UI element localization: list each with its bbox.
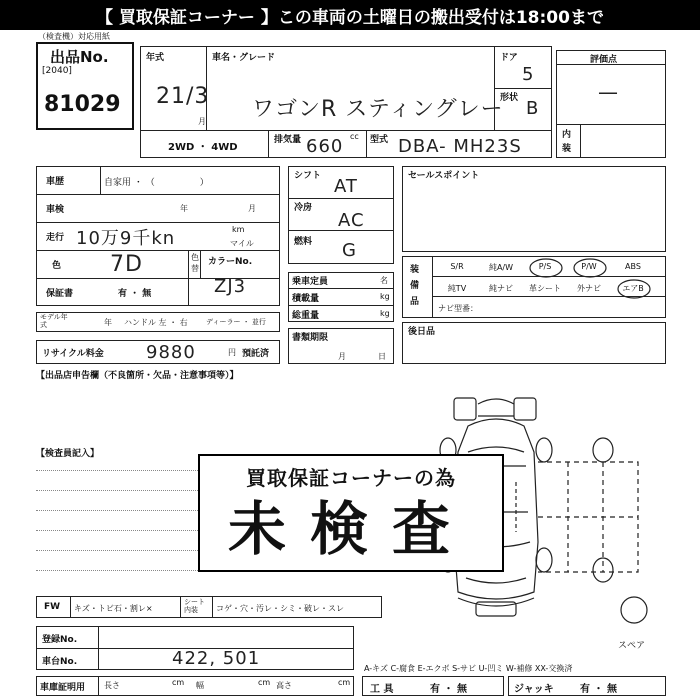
model-year-label: モデル年式: [40, 313, 68, 329]
deadline-month-unit: 月: [338, 352, 346, 361]
model-value: ワゴンR スティングレー: [252, 97, 504, 122]
mileage-unit-mile: マイル: [230, 239, 254, 248]
equipment-aw: 純A/W: [488, 263, 514, 272]
lot-label: 出品No.: [50, 48, 109, 66]
capacity-label-1: 積載量: [292, 294, 320, 304]
history-label: 車歴: [46, 177, 65, 187]
capacity-label-0: 乗車定員: [292, 277, 329, 287]
fuel-label: 燃料: [294, 237, 313, 247]
certificate-width-unit: cm: [258, 678, 271, 687]
shift-value: AT: [334, 176, 358, 197]
header-note: （検査機）対応用紙: [38, 32, 110, 41]
recycle-status: 預託済: [242, 349, 270, 359]
displacement-value: 660: [306, 136, 344, 157]
tools-value: 有 ・ 無: [430, 684, 467, 695]
inspector-note-label: 【検査員記入】: [36, 449, 100, 459]
inspection-label: 車検: [46, 205, 65, 215]
equipment-ps: P/S: [538, 262, 552, 271]
register-no-label: 登録No.: [42, 635, 78, 645]
history-value: 自家用 ・ （ ）: [104, 178, 209, 188]
lot-number: 81029: [44, 92, 121, 117]
capacity-unit-0: 名: [380, 276, 388, 285]
equipment-ext-navi: 外ナビ: [577, 284, 601, 293]
deadline-label: 書類期限: [292, 333, 329, 343]
tools-label: 工 具: [370, 684, 394, 695]
drive-value: 2WD ・ 4WD: [168, 142, 238, 153]
shift-label: シフト: [294, 171, 322, 181]
model-year-unit: 年: [104, 318, 112, 327]
chassis-no-value: 422, 501: [172, 648, 261, 669]
equipment-sr: S/R: [450, 262, 464, 271]
chassis-no-label: 車台No.: [42, 657, 78, 667]
type-code-label: 型式: [370, 135, 389, 145]
jack-value: 有 ・ 無: [580, 684, 617, 695]
warranty-value: 有 ・ 無: [118, 289, 152, 299]
recycle-value: 9880: [146, 342, 196, 363]
color-change-label: 色替: [191, 253, 199, 273]
type-code-value: DBA- MH23S: [398, 136, 522, 157]
stamp-big-text: 未検査: [227, 495, 474, 563]
capacity-unit-1: kg: [380, 292, 390, 301]
doors-value: 5: [522, 64, 535, 85]
doors-label: ドア: [500, 53, 518, 63]
mileage-value: 10万9千kn: [76, 228, 176, 249]
year-value: 21/3: [156, 84, 210, 109]
model-year-handle: ハンドル 左 ・ 右: [124, 318, 188, 327]
certificate-label: 車庫証明用: [40, 683, 86, 693]
inspection-month-unit: 月: [248, 204, 256, 213]
certificate-length: 長さ: [104, 681, 120, 690]
color-code-value: ZJ3: [214, 276, 247, 297]
after-sale-box: [402, 322, 666, 364]
inspection-year-unit: 年: [180, 204, 188, 213]
equipment-navi: 純ナビ: [489, 284, 513, 293]
color-code-label: カラーNo.: [208, 257, 253, 267]
shape-label: 形状: [500, 93, 519, 103]
recycle-unit: 円: [228, 348, 236, 357]
fw-scratch-codes: キズ・トビ石・割レ×: [74, 604, 153, 613]
certificate-height: 高さ: [276, 681, 292, 690]
model-label: 車名・グレード: [212, 53, 276, 63]
stamp-top-text: 買取保証コーナーの為: [246, 466, 456, 490]
damage-legend: A-キズ C-腐食 E-エクボ S-サビ U-凹ミ W-補修 XX-交換済: [364, 664, 573, 673]
equipment-abs: ABS: [625, 262, 641, 271]
deadline-day-unit: 日: [378, 352, 386, 361]
seat-label: シート内装: [184, 598, 205, 614]
certificate-width: 幅: [196, 681, 204, 690]
warranty-label: 保証書: [46, 289, 74, 299]
mileage-unit-km: km: [232, 225, 245, 234]
rating-value: —: [598, 80, 619, 104]
equipment-circles: [524, 256, 666, 318]
shape-value: B: [526, 98, 540, 119]
interior-label: 内装: [562, 130, 572, 154]
exhibitor-note-label: 【出品店申告欄（不良箇所・欠品・注意事項等）】: [36, 371, 239, 381]
equipment-tv: 純TV: [447, 284, 467, 293]
recycle-label: リサイクル料金: [42, 349, 104, 359]
aircon-label: 冷房: [294, 203, 313, 213]
seat-codes: コゲ・穴・汚レ・シミ・破レ・スレ: [216, 604, 344, 613]
displacement-label: 排気量: [274, 135, 302, 145]
mileage-label: 走行: [46, 233, 65, 243]
aircon-value: AC: [338, 210, 365, 231]
fw-label: FW: [44, 602, 61, 612]
certificate-length-unit: cm: [172, 678, 185, 687]
capacity-label-2: 総重量: [292, 311, 320, 321]
fuel-value: G: [342, 240, 357, 261]
equipment-leather: 革シート: [529, 284, 561, 293]
displacement-unit: cc: [350, 132, 359, 141]
lot-small-code: [2040]: [42, 66, 72, 76]
color-label: 色: [52, 261, 62, 271]
after-sale-label: 後日品: [408, 327, 436, 337]
model-year-dealer: ディーラー ・ 並行: [206, 318, 266, 326]
top-banner: 【 買取保証コーナー 】この車両の土曜日の搬出受付は18:00まで: [0, 0, 700, 30]
equipment-pw: P/W: [581, 262, 597, 271]
color-value: 7D: [110, 252, 143, 277]
equipment-airbag: エアB: [622, 284, 644, 293]
rating-label: 評価点: [590, 55, 618, 65]
year-month-unit: 月: [198, 117, 206, 126]
year-label: 年式: [146, 53, 165, 63]
equipment-label: 装備品: [410, 265, 420, 307]
certificate-height-unit: cm: [338, 678, 351, 687]
equipment-navi-model-label: ナビ型番：: [438, 304, 478, 313]
jack-label: ジャッキ: [514, 684, 554, 695]
sales-point-label: セールスポイント: [408, 171, 480, 181]
not-inspected-stamp: [198, 454, 504, 572]
capacity-unit-2: kg: [380, 309, 390, 318]
spare-label: スペア: [618, 641, 646, 651]
